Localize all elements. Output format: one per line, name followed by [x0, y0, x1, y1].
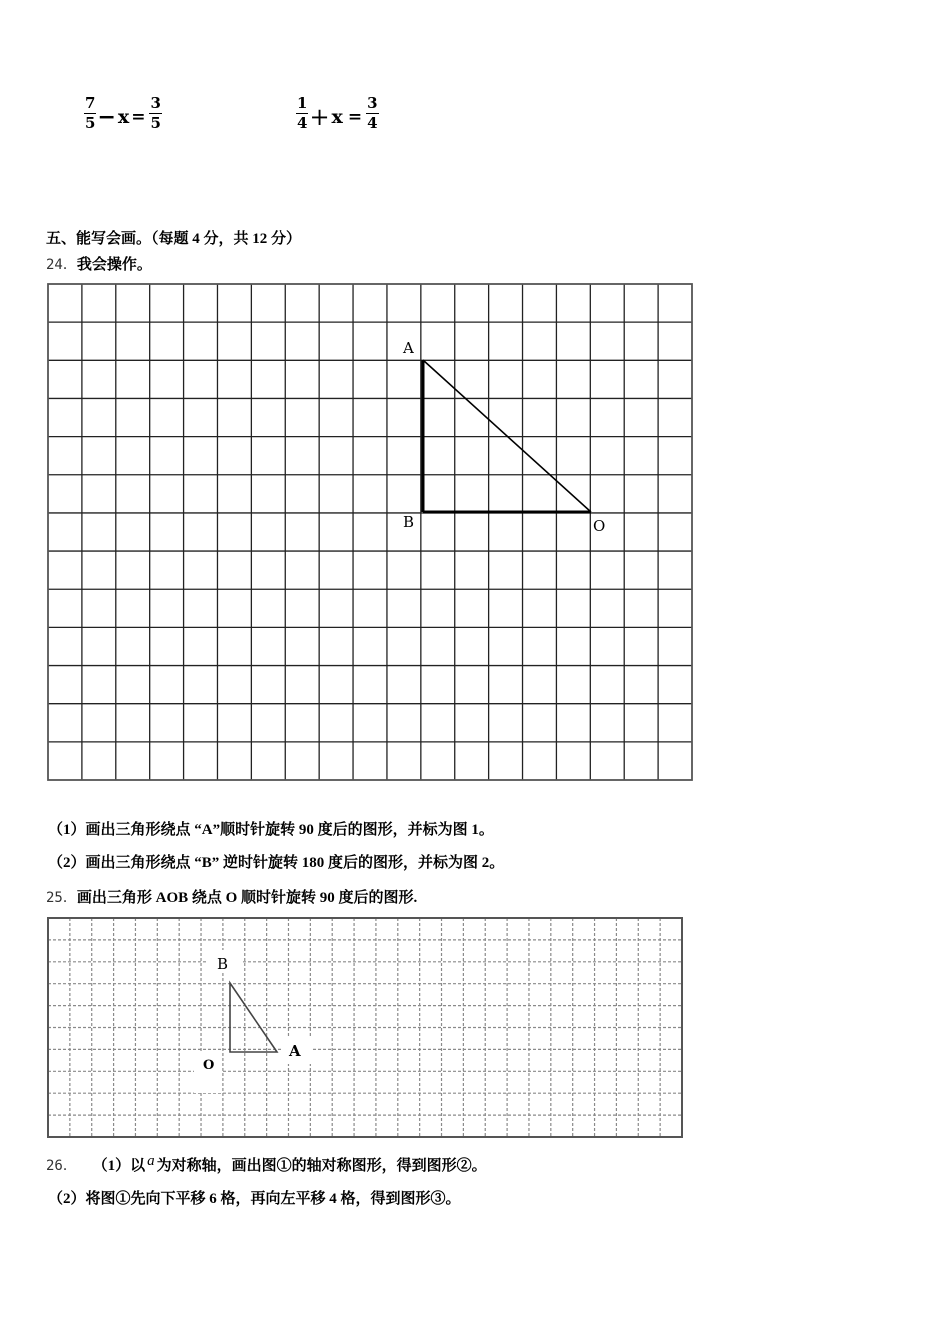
q26-sub2: （2）将图①先向下平移 6 格，再向左平移 4 格，得到图形③。 — [48, 1191, 461, 1207]
q26-sub1: 26． （1）以 a 为对称轴，画出图①的轴对称图形，得到图形②。 — [46, 1153, 487, 1174]
point-label-o: O — [593, 517, 606, 535]
point-label-b: B — [403, 513, 415, 531]
question-number: 24． — [46, 257, 77, 273]
point-label-a: A — [289, 1042, 301, 1060]
q24-sub2: （2）画出三角形绕点 “B” 逆时针旋转 180 度后的图形，并标为图 2。 — [48, 855, 505, 871]
q25-title: 25．画出三角形 AOB 绕点 O 顺时针旋转 90 度后的图形. — [46, 890, 418, 906]
minus-sign: − — [97, 103, 116, 130]
axis-variable-a: a — [147, 1153, 155, 1169]
variable-x: x — [117, 105, 130, 128]
q24-sub1: （1）画出三角形绕点 “A”顺时针旋转 90 度后的图形，并标为图 1。 — [48, 822, 494, 838]
question-number: 25． — [46, 890, 77, 906]
point-label-o: O — [203, 1058, 215, 1073]
q24-title: 24．我会操作。 — [46, 257, 152, 273]
point-label-a: A — [403, 339, 414, 357]
equals-sign: = — [131, 106, 146, 127]
fraction-3-4: $\frac{3}{4}$ — [367, 94, 378, 132]
point-label-b: B — [217, 955, 229, 973]
fraction-1-4: $\frac{1}{4}$ — [297, 94, 308, 132]
fraction-7-5: $\frac{7}{5}$ — [85, 94, 96, 132]
fraction-3-5: $\frac{3}{5}$ — [150, 94, 161, 132]
section-heading: 五、能写会画。（每题 4 分，共 12 分） — [46, 231, 302, 247]
variable-x: x — [331, 105, 343, 128]
q25-grid — [0, 900, 950, 1160]
equals-sign: = — [347, 106, 363, 127]
plus-sign: + — [309, 102, 330, 131]
triangle-aob — [230, 983, 277, 1052]
question-number: 26． — [46, 1158, 77, 1174]
